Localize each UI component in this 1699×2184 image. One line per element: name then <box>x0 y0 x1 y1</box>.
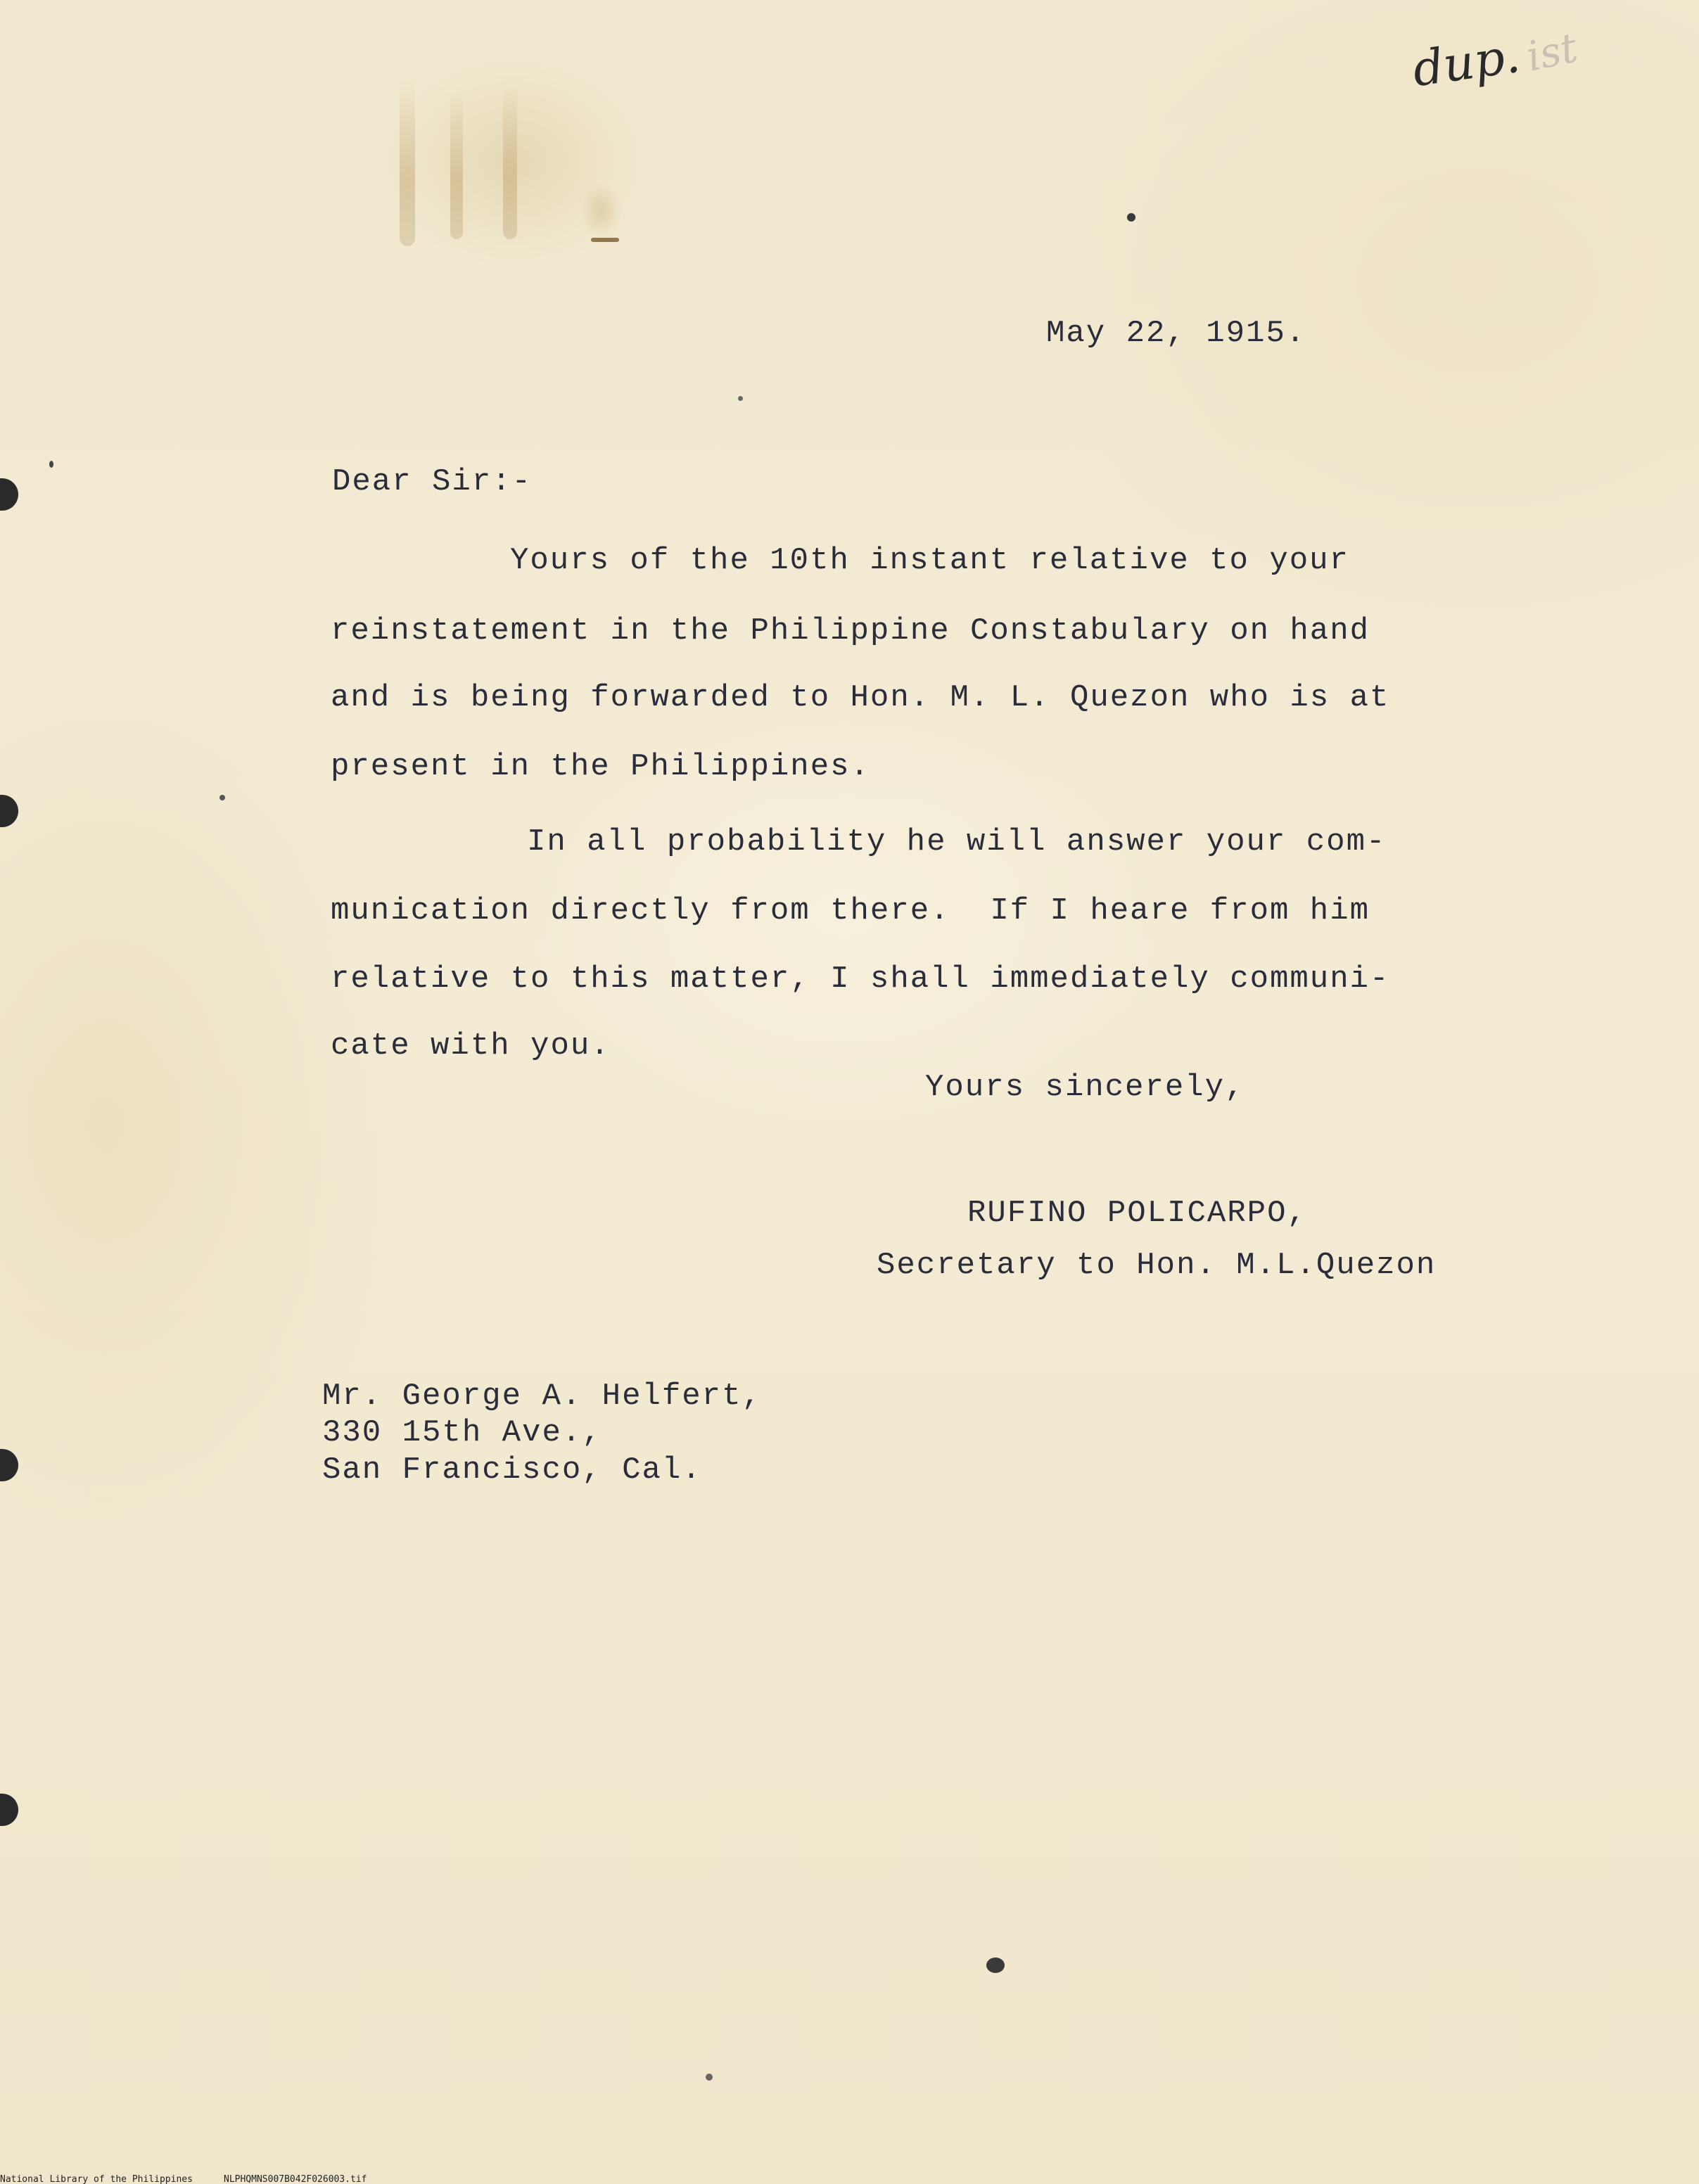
body-line: In all probability he will answer your com- <box>527 824 1387 860</box>
drip-stain <box>503 84 517 239</box>
body-line: cate with you. <box>331 1028 611 1064</box>
ink-spot <box>1127 213 1135 222</box>
body-line: reinstatement in the Philippine Constabulary on hand <box>331 613 1370 649</box>
body-line: and is being forwarded to Hon. M. L. Quezon who is at <box>331 680 1390 715</box>
body-line: present in the Philippines. <box>331 749 870 784</box>
recipient-city: San Francisco, Cal. <box>322 1452 702 1488</box>
file-name: NLPHQMNS007B042F026003.tif <box>224 2174 367 2184</box>
drip-stain <box>450 91 463 239</box>
recipient-name: Mr. George A. Helfert, <box>322 1379 762 1414</box>
closing: Yours sincerely, <box>925 1070 1245 1105</box>
body-line: relative to this matter, I shall immediately communi- <box>331 962 1390 997</box>
binding-hole <box>0 1794 18 1826</box>
ink-spot <box>738 396 743 401</box>
body-line: munication directly from there. If I heare from him <box>331 893 1370 928</box>
ink-spot <box>986 1958 1005 1973</box>
ink-spot <box>49 461 53 468</box>
letter-date: May 22, 1915. <box>1046 316 1306 351</box>
binding-hole <box>0 1449 18 1481</box>
drip-stain <box>400 77 415 246</box>
body-line: Yours of the 10th instant relative to your <box>510 543 1349 578</box>
handwritten-note: dup. <box>1409 27 1524 98</box>
binding-hole <box>0 795 18 827</box>
handwritten-faint-note: ist <box>1522 23 1582 81</box>
recipient-street: 330 15th Ave., <box>322 1415 602 1450</box>
binding-hole <box>0 478 18 511</box>
signature-title: Secretary to Hon. M.L.Quezon <box>877 1248 1437 1283</box>
archive-footer: National Library of the Philippines <box>0 2174 193 2184</box>
rust-mark <box>591 238 619 242</box>
drip-stain <box>580 183 623 239</box>
signature-name: RUFINO POLICARPO, <box>967 1196 1307 1231</box>
ink-spot <box>219 795 225 800</box>
ink-spot <box>706 2074 713 2081</box>
salutation: Dear Sir:- <box>332 464 533 499</box>
